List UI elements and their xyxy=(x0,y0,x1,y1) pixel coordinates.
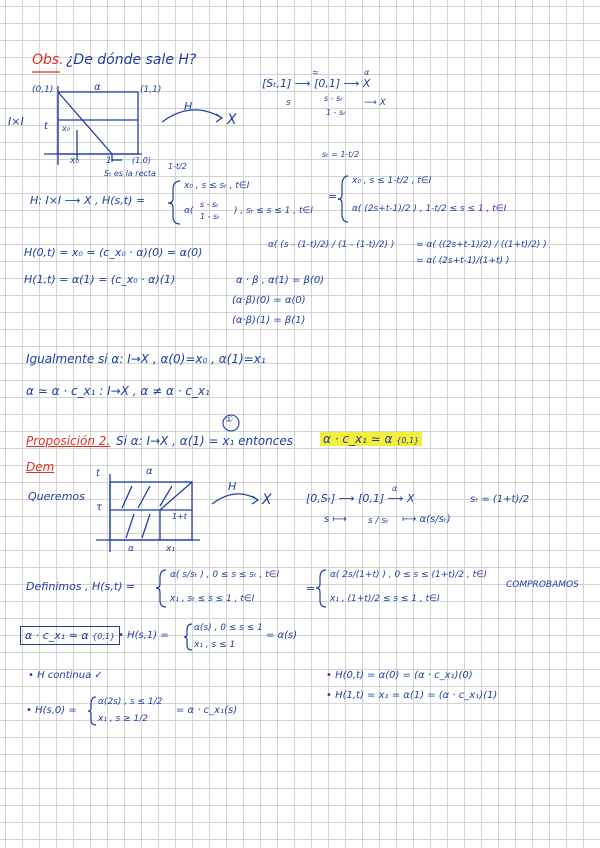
map-X-1: X xyxy=(227,112,237,128)
H-s1-case1: α(s) , 0 ≤ s ≤ 1 xyxy=(194,623,263,633)
one-bottom: 1 xyxy=(106,156,112,166)
definimos-case2: x₁ , sₜ ≤ s ≤ 1 , t∈I xyxy=(170,594,255,604)
x0-bottom: x₀ xyxy=(70,156,79,166)
definimos-eq: = xyxy=(306,582,316,595)
reparam2-alpha: α xyxy=(392,484,398,493)
corner-top-right: (1,1) xyxy=(140,85,162,95)
obs-label: Obs. xyxy=(32,52,64,68)
reparam-end: ⟶ X xyxy=(364,98,386,108)
alpha-chain-1: α( (s - (1-t)/2) / (1 - (1-t)/2) ) xyxy=(268,240,395,250)
circle-mark: ① xyxy=(225,415,234,425)
H-def-case2-pre: α( xyxy=(184,206,194,216)
st-def: sₜ = 1-t/2 xyxy=(322,150,360,159)
map-arrow-2 xyxy=(212,494,258,504)
reparam-line1: [Sₜ,1] ⟶ [0,1] ⟶ X xyxy=(262,77,371,90)
H-ends-line1: H(0,t) = x₀ = (c_x₀ · α)(0) = α(0) xyxy=(24,246,203,259)
reparam2-line1: [0,Sₜ] ⟶ [0,1] ⟶ X xyxy=(306,492,415,505)
boxed-claim-text: α · c_x₁ ≃ α xyxy=(25,629,89,642)
map-H-1: H xyxy=(184,100,193,113)
alpha-chain-3: = α( (2s+t-1)/(1+t) ) xyxy=(416,256,510,266)
reparam2-frac: s / sₜ xyxy=(368,516,389,526)
reparam-num: s - sₜ xyxy=(324,94,343,103)
H-def-case1: x₀ , s ≤ sₜ , t∈I xyxy=(184,181,250,191)
t-label-1: t xyxy=(44,121,48,132)
highlight-claim-sub: {0,1} xyxy=(396,436,420,445)
highlight-claim-text: α · c_x₁ ≃ α xyxy=(323,432,393,446)
check-continua: • H continua ✓ xyxy=(28,670,103,681)
reparam-s: s xyxy=(286,98,291,108)
H-ends-line2: H(1,t) = α(1) = (c_x₀ · α)(1) xyxy=(24,273,176,286)
H-def-case2-den: 1 - sₜ xyxy=(200,212,220,221)
alpha-beta-3: (α·β)(1) = β(1) xyxy=(232,315,306,326)
definimos-case2b: x₁ , (1+t)/2 ≤ s ≤ 1 , t∈I xyxy=(330,594,440,604)
t-label-2: t xyxy=(96,468,100,479)
H-s0-case1: α(2s) , s ≤ 1/2 xyxy=(98,697,163,707)
H-def-right-eq: = xyxy=(328,190,338,203)
st-eq: 1-t/2 xyxy=(168,162,187,171)
square-domain: I×I xyxy=(8,115,24,128)
H-def-right-case1: x₀ , s ≤ 1-t/2 , t∈I xyxy=(352,176,432,186)
H-s1-case2: x₁ , s ≤ 1 xyxy=(194,640,236,650)
reparam-alpha: α xyxy=(364,68,370,77)
map-X-2: X xyxy=(262,492,272,508)
H-def-right-case2: α( (2s+t-1)/2 ) , 1-t/2 ≤ s ≤ 1 , t∈I xyxy=(352,204,507,214)
x0-inner: x₀ xyxy=(62,124,70,133)
H-s1-rhs: = α(s) xyxy=(266,630,298,641)
square-diagram-1 xyxy=(44,86,142,165)
definimos-case1: α( s/sₜ ) , 0 ≤ s ≤ sₜ , t∈I xyxy=(170,570,280,580)
highlight-claim xyxy=(320,432,422,446)
boxed-claim xyxy=(20,626,120,645)
reparam-den: 1 - sₜ xyxy=(326,108,346,117)
corner-top-left: (0,1) xyxy=(32,85,54,95)
check-H1t: • H(1,t) = x₁ = α(1) = (α · c_x₁)(1) xyxy=(326,690,498,701)
H-def-case2-num: s - sₜ xyxy=(200,200,219,209)
inner-label: 1+t xyxy=(172,512,187,521)
dem-label: Dem xyxy=(26,460,55,474)
H-s0-case2: x₁ , s ≥ 1/2 xyxy=(98,714,148,724)
obs-question: ¿De dónde sale H? xyxy=(66,52,197,68)
st-label: Sₜ es la recta xyxy=(104,169,156,178)
alpha-beta-1: α · β , α(1) = β(0) xyxy=(236,275,325,286)
igualmente-2: α ≃ α · c_x₁ : I→X , α ≠ α · c_x₁ xyxy=(26,384,210,398)
igualmente-1: Igualmente si α: I→X , α(0)=x₀ , α(1)=x₁ xyxy=(26,352,266,366)
alpha-top-2: α xyxy=(146,466,153,477)
boxed-claim-sub: {0,1} xyxy=(92,632,116,641)
definimos-label: Definimos , H(s,t) = xyxy=(26,580,136,593)
H-s0-lhs: • H(s,0) = xyxy=(26,705,77,716)
reparam2-st: sₜ = (1+t)/2 xyxy=(470,494,530,505)
H-def-case2-post: ) , sₜ ≤ s ≤ 1 , t∈I xyxy=(234,206,313,216)
H-def-lhs: H: I×I ⟶ X , H(s,t) = xyxy=(30,194,146,207)
alpha-chain-2: = α( ((2s+t-1)/2) / ((1+t)/2) ) xyxy=(416,240,547,250)
map-H-2: H xyxy=(228,480,237,493)
x1-bottom: x₁ xyxy=(166,544,175,554)
corner-bottom-right: (1,0) xyxy=(132,156,151,165)
H-s0-rhs: = α · c_x₁(s) xyxy=(176,705,238,716)
reparam2-end: ⟼ α(s/sₜ) xyxy=(402,514,451,525)
reparam2-s: s ⟼ xyxy=(324,514,347,525)
proposicion-label: Proposición 2. xyxy=(26,434,111,448)
tau-label: τ xyxy=(96,502,103,513)
queremos-label: Queremos xyxy=(28,490,85,503)
comprobamos: COMPROBAMOS xyxy=(506,580,579,590)
definimos-case1b: α( 2s/(1+t) ) , 0 ≤ s ≤ (1+t)/2 , t∈I xyxy=(330,570,487,580)
alpha-beta-2: (α·β)(0) = α(0) xyxy=(232,295,306,306)
H-s1-lhs: • H(s,1) = xyxy=(118,630,169,641)
reparam-tilde: ≃ xyxy=(312,68,319,77)
check-H0t: • H(0,t) = α(0) = (α · c_x₁)(0) xyxy=(326,670,473,681)
proposicion-text: Si α: I→X , α(1) = x₁ entonces xyxy=(116,434,293,448)
alpha-bottom-2: α xyxy=(128,544,134,554)
alpha-top-1: α xyxy=(94,82,101,93)
